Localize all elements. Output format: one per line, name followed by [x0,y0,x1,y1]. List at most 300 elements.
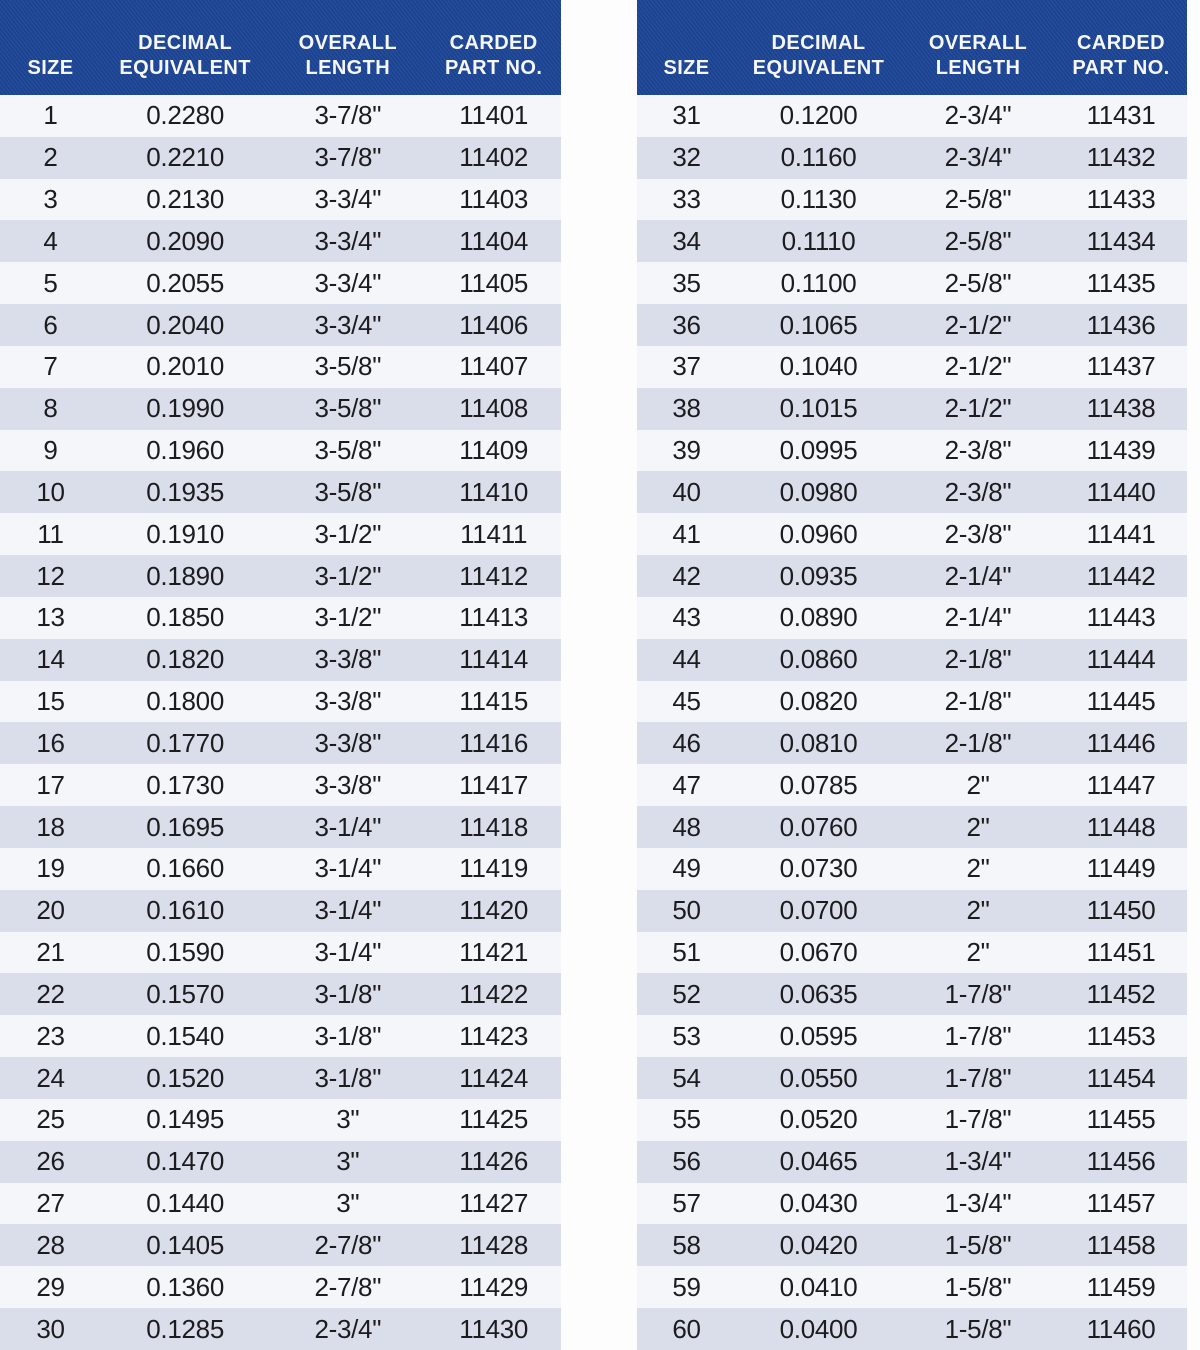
table-row [637,1099,1187,1141]
length-cell: 2" [966,811,990,842]
length-cell: 1-3/4" [944,1146,1012,1177]
decimal-cell: 0.1130 [780,184,857,215]
size-cell: 23 [36,1020,65,1051]
part-cell: 11410 [459,476,529,507]
decimal-cell: 0.1695 [146,811,224,842]
part-cell: 11414 [459,644,529,675]
table-row [0,1141,561,1183]
part-cell: 11435 [1086,267,1156,298]
decimal-cell: 0.2210 [146,142,224,173]
header-cell-part [426,0,561,95]
table-row [0,1057,561,1099]
length-cell: 3-5/8" [314,435,382,466]
length-cell: 2-1/2" [944,351,1012,382]
header-line: SIZE [27,57,74,80]
decimal-cell: 0.0410 [779,1271,858,1302]
size-cell: 12 [36,560,65,591]
part-cell: 11437 [1086,351,1156,382]
length-cell: 2-5/8" [944,225,1012,256]
decimal-cell: 0.1495 [146,1104,224,1135]
length-cell: 3-7/8" [314,142,382,173]
size-cell: 30 [36,1313,65,1344]
part-cell: 11431 [1086,100,1156,131]
table-row [637,388,1187,430]
table-row [637,1015,1187,1057]
part-cell: 11409 [459,435,529,466]
decimal-cell: 0.1520 [146,1062,224,1093]
size-cell: 18 [36,811,65,842]
length-cell: 3" [336,1104,360,1135]
length-cell: 3-1/4" [314,937,382,968]
header-cell-length [901,0,1055,95]
length-cell: 2-3/4" [944,142,1012,173]
decimal-cell: 0.1160 [780,142,857,173]
length-cell: 2-5/8" [944,267,1012,298]
header-cell-decimal [736,0,901,95]
decimal-cell: 0.0995 [779,435,858,466]
length-cell: 2-3/4" [944,100,1012,131]
length-cell: 2-1/4" [944,560,1012,591]
size-cell: 11 [37,518,64,549]
size-cell: 26 [36,1146,65,1177]
table-row [0,764,561,806]
table-row [0,513,561,555]
part-cell: 11456 [1086,1146,1156,1177]
part-cell: 11433 [1086,184,1156,215]
decimal-cell: 0.0890 [779,602,858,633]
table-header [0,0,561,95]
size-cell: 54 [672,1062,701,1093]
table-row [637,1224,1187,1266]
decimal-cell: 0.1770 [146,727,224,758]
table-row [0,555,561,597]
length-cell: 2" [966,937,990,968]
part-cell: 11405 [459,267,529,298]
size-cell: 33 [672,184,701,215]
table-row [637,848,1187,890]
table-body [0,95,561,1350]
part-cell: 11415 [459,686,529,717]
size-cell: 22 [36,978,65,1009]
length-cell: 1-7/8" [944,1020,1012,1051]
decimal-cell: 0.1200 [779,100,858,131]
part-cell: 11426 [459,1146,529,1177]
part-cell: 11402 [459,142,529,173]
table-row [0,973,561,1015]
part-cell: 11422 [459,978,529,1009]
length-cell: 3-1/2" [314,518,382,549]
header-line: SIZE [663,57,710,80]
decimal-cell: 0.1910 [146,518,224,549]
decimal-cell: 0.0730 [779,853,858,884]
part-cell: 11454 [1086,1062,1156,1093]
part-cell: 11432 [1086,142,1156,173]
part-cell: 11413 [459,602,529,633]
size-cell: 59 [672,1271,701,1302]
header-line: OVERALL [298,31,397,54]
decimal-cell: 0.1015 [779,393,858,424]
length-cell: 1-5/8" [944,1229,1012,1260]
drill-table-sizes-1-30 [0,0,561,1350]
part-cell: 11449 [1086,853,1156,884]
header-line: PART NO. [445,57,543,80]
part-cell: 11442 [1086,560,1156,591]
part-cell: 11439 [1086,435,1156,466]
table-row [637,513,1187,555]
header-cell-length [269,0,426,95]
header-line: LENGTH [305,57,391,80]
size-cell: 34 [672,225,701,256]
table-row [637,597,1187,639]
size-cell: 21 [36,937,65,968]
decimal-cell: 0.0760 [779,811,858,842]
length-cell: 1-5/8" [944,1313,1012,1344]
length-cell: 2-1/4" [944,602,1012,633]
table-row [0,304,561,346]
length-cell: 3-3/8" [314,769,382,800]
decimal-cell: 0.0595 [779,1020,858,1051]
length-cell: 3-3/4" [314,267,382,298]
table-row [0,220,561,262]
part-cell: 11420 [459,895,529,926]
size-cell: 35 [672,267,701,298]
part-cell: 11445 [1086,686,1156,717]
decimal-cell: 0.0400 [779,1313,858,1344]
part-cell: 11452 [1086,978,1156,1009]
part-cell: 11417 [459,769,529,800]
size-cell: 46 [672,727,701,758]
table-row [637,137,1187,179]
size-cell: 1 [43,100,58,131]
part-cell: 11427 [459,1188,529,1219]
length-cell: 1-7/8" [944,1104,1012,1135]
size-cell: 41 [672,518,701,549]
table-row [637,1183,1187,1225]
table-row [0,1308,561,1350]
part-cell: 11424 [459,1062,529,1093]
size-cell: 20 [36,895,65,926]
length-cell: 1-7/8" [944,1062,1012,1093]
decimal-cell: 0.0670 [779,937,858,968]
decimal-cell: 0.1935 [146,476,224,507]
header-line: OVERALL [928,31,1028,54]
decimal-cell: 0.0960 [779,518,858,549]
table-row [637,471,1187,513]
part-cell: 11455 [1086,1104,1156,1135]
size-cell: 52 [672,978,701,1009]
part-cell: 11441 [1086,518,1156,549]
part-cell: 11421 [459,937,529,968]
size-cell: 55 [672,1104,701,1135]
part-cell: 11447 [1086,769,1156,800]
decimal-cell: 0.1065 [779,309,858,340]
size-cell: 58 [672,1229,701,1260]
table-row [637,304,1187,346]
part-cell: 11450 [1086,895,1156,926]
table-row [637,722,1187,764]
header-line: CARDED [1077,31,1165,54]
decimal-cell: 0.0520 [779,1104,858,1135]
length-cell: 3-3/4" [314,309,382,340]
table-header [637,0,1187,95]
table-row [0,1183,561,1225]
size-cell: 16 [36,727,65,758]
size-cell: 28 [36,1229,65,1260]
part-cell: 11430 [459,1313,529,1344]
size-cell: 29 [36,1271,65,1302]
part-cell: 11451 [1086,937,1156,968]
part-cell: 11404 [459,225,529,256]
length-cell: 2-3/8" [944,476,1012,507]
part-cell: 11412 [459,560,529,591]
part-cell: 11434 [1086,225,1156,256]
size-cell: 6 [43,309,58,340]
part-cell: 11428 [459,1229,529,1260]
size-cell: 36 [672,309,701,340]
size-cell: 44 [672,644,701,675]
length-cell: 3-1/2" [314,602,382,633]
table-row [0,95,561,137]
length-cell: 3-3/4" [314,184,382,215]
length-cell: 2" [966,769,990,800]
size-cell: 17 [36,769,65,800]
size-cell: 45 [672,686,701,717]
decimal-cell: 0.1285 [146,1313,224,1344]
part-cell: 11408 [459,393,529,424]
part-cell: 11444 [1086,644,1156,675]
decimal-cell: 0.1470 [146,1146,224,1177]
table-row [0,388,561,430]
table-body [637,95,1187,1350]
decimal-cell: 0.1660 [146,853,224,884]
part-cell: 11446 [1086,727,1156,758]
size-cell: 19 [36,853,65,884]
part-cell: 11411 [460,518,528,549]
part-cell: 11457 [1086,1188,1156,1219]
length-cell: 2-3/4" [314,1313,382,1344]
part-cell: 11425 [459,1104,529,1135]
length-cell: 2-7/8" [314,1271,382,1302]
size-cell: 15 [36,686,65,717]
part-cell: 11458 [1086,1229,1156,1260]
decimal-cell: 0.0635 [779,978,858,1009]
length-cell: 2-1/2" [944,309,1012,340]
length-cell: 1-5/8" [944,1271,1012,1302]
size-cell: 38 [672,393,701,424]
decimal-cell: 0.1990 [146,393,224,424]
table-row [637,1057,1187,1099]
decimal-cell: 0.1040 [779,351,858,382]
decimal-cell: 0.0700 [779,895,858,926]
length-cell: 1-3/4" [944,1188,1012,1219]
length-cell: 2-1/2" [944,393,1012,424]
part-cell: 11407 [459,351,529,382]
size-cell: 53 [672,1020,701,1051]
length-cell: 3-3/8" [314,686,382,717]
size-cell: 27 [36,1188,65,1219]
table-row [637,1308,1187,1350]
table-row [0,848,561,890]
length-cell: 3-1/2" [314,560,382,591]
length-cell: 2-5/8" [944,184,1012,215]
decimal-cell: 0.1730 [146,769,224,800]
header-line: PART NO. [1072,57,1170,80]
length-cell: 3-1/8" [314,1062,382,1093]
length-cell: 2-7/8" [314,1229,382,1260]
size-cell: 57 [672,1188,701,1219]
length-cell: 3-1/4" [314,811,382,842]
part-cell: 11436 [1086,309,1156,340]
decimal-cell: 0.1850 [146,602,224,633]
decimal-cell: 0.1570 [146,978,224,1009]
size-cell: 7 [43,351,58,382]
drill-table-sizes-31-60 [637,0,1187,1350]
size-cell: 14 [36,644,65,675]
table-row [637,681,1187,723]
length-cell: 3-5/8" [314,351,382,382]
part-cell: 11401 [459,100,529,131]
header-line: DECIMAL [771,31,866,54]
size-cell: 49 [672,853,701,884]
table-row [0,681,561,723]
size-cell: 3 [43,184,58,215]
part-cell: 11453 [1086,1020,1156,1051]
length-cell: 2-1/8" [944,727,1012,758]
length-cell: 2-3/8" [944,518,1012,549]
decimal-cell: 0.0430 [779,1188,858,1219]
size-cell: 9 [43,435,58,466]
length-cell: 3-1/4" [314,853,382,884]
table-row [637,1266,1187,1308]
table-row [0,262,561,304]
table-row [637,430,1187,472]
decimal-cell: 0.1610 [146,895,224,926]
length-cell: 2" [966,895,990,926]
table-row [637,973,1187,1015]
decimal-cell: 0.2040 [146,309,224,340]
decimal-cell: 0.1540 [146,1020,224,1051]
size-cell: 47 [672,769,701,800]
part-cell: 11406 [459,309,529,340]
decimal-cell: 0.0980 [779,476,858,507]
table-row [0,137,561,179]
length-cell: 3-3/4" [314,225,382,256]
decimal-cell: 0.1820 [146,644,224,675]
table-row [637,1141,1187,1183]
decimal-cell: 0.2090 [146,225,224,256]
part-cell: 11418 [459,811,529,842]
table-row [637,890,1187,932]
length-cell: 3-1/8" [314,978,382,1009]
header-cell-decimal [101,0,269,95]
decimal-cell: 0.1440 [146,1188,224,1219]
table-row [0,639,561,681]
table-row [0,1099,561,1141]
table-row [0,597,561,639]
table-row [637,932,1187,974]
table-row [637,639,1187,681]
part-cell: 11423 [459,1020,529,1051]
part-cell: 11438 [1086,393,1156,424]
length-cell: 2-1/8" [944,686,1012,717]
table-row [0,722,561,764]
size-cell: 40 [672,476,701,507]
decimal-cell: 0.1360 [146,1271,224,1302]
size-cell: 8 [43,393,58,424]
table-row [637,220,1187,262]
table-row [637,95,1187,137]
decimal-cell: 0.2280 [146,100,224,131]
table-row [637,346,1187,388]
size-cell: 10 [36,476,65,507]
decimal-cell: 0.0420 [779,1229,858,1260]
header-cell-size [0,0,101,95]
part-cell: 11403 [459,184,529,215]
table-row [637,262,1187,304]
table-row [0,932,561,974]
decimal-cell: 0.2055 [146,267,224,298]
length-cell: 3" [336,1188,360,1219]
header-line: EQUIVALENT [752,57,885,80]
decimal-cell: 0.1405 [146,1229,224,1260]
decimal-cell: 0.1960 [146,435,224,466]
size-cell: 5 [43,267,58,298]
part-cell: 11429 [459,1271,529,1302]
table-row [0,1015,561,1057]
decimal-cell: 0.0860 [779,644,858,675]
size-cell: 39 [672,435,701,466]
size-cell: 31 [672,100,701,131]
length-cell: 3-3/8" [314,644,382,675]
size-cell: 48 [672,811,701,842]
length-cell: 3-1/8" [314,1020,382,1051]
size-cell: 2 [43,142,58,173]
decimal-cell: 0.0465 [779,1146,858,1177]
size-cell: 60 [672,1313,701,1344]
size-cell: 42 [672,560,701,591]
header-line: EQUIVALENT [119,57,251,80]
part-cell: 11459 [1086,1271,1156,1302]
length-cell: 3-5/8" [314,476,382,507]
decimal-cell: 0.1100 [780,267,857,298]
length-cell: 2-3/8" [944,435,1012,466]
length-cell: 2-1/8" [944,644,1012,675]
decimal-cell: 0.1890 [146,560,224,591]
size-cell: 25 [36,1104,65,1135]
size-cell: 51 [672,937,701,968]
table-row [637,179,1187,221]
part-cell: 11440 [1086,476,1156,507]
length-cell: 3-3/8" [314,727,382,758]
part-cell: 11460 [1086,1313,1156,1344]
length-cell: 3-1/4" [314,895,382,926]
table-row [637,555,1187,597]
decimal-cell: 0.2010 [146,351,224,382]
table-row [0,346,561,388]
length-cell: 3" [336,1146,360,1177]
decimal-cell: 0.0550 [779,1062,858,1093]
header-cell-size [637,0,736,95]
length-cell: 1-7/8" [944,978,1012,1009]
table-row [0,179,561,221]
part-cell: 11416 [459,727,529,758]
table-row [0,1224,561,1266]
size-cell: 56 [672,1146,701,1177]
table-row [0,806,561,848]
table-row [0,1266,561,1308]
size-cell: 4 [43,225,58,256]
length-cell: 3-5/8" [314,393,382,424]
